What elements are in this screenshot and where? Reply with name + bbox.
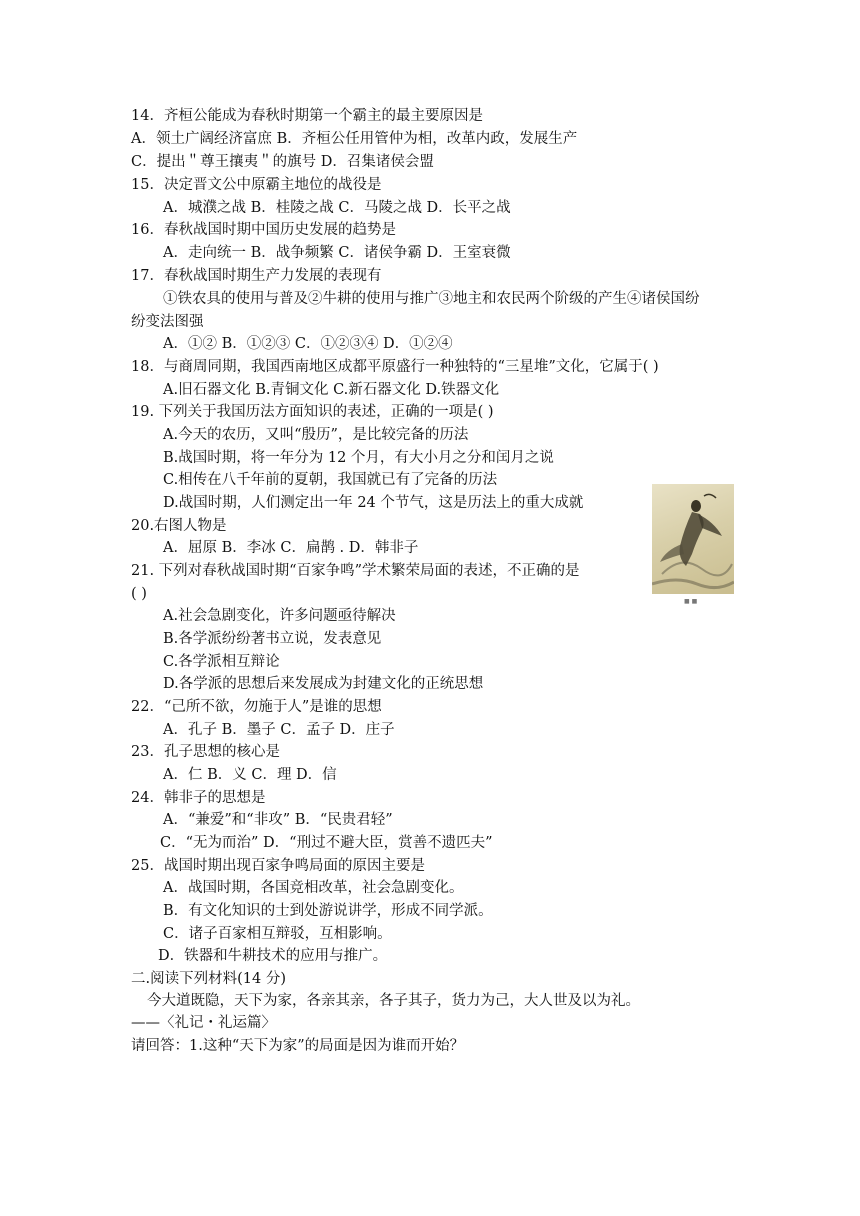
question-14-stem: 14．齐桓公能成为春秋时期第一个霸主的最主要原因是 <box>131 108 483 124</box>
question-24-options-2: C．“无为而治” D．“刑过不避大臣，赏善不遗匹夫” <box>160 835 493 851</box>
question-25-stem: 25．战国时期出现百家争鸣局面的原因主要是 <box>131 858 425 874</box>
question-19-option-b: B.战国时期，将一年分为 12 个月，有大小月之分和闰月之说 <box>163 450 554 466</box>
question-20-options: A．屈原 B．李冰 C．扁鹊 . D．韩非子 <box>163 540 419 556</box>
question-25-option-c: C．诸子百家相互辩驳，互相影响。 <box>163 926 392 942</box>
question-21-option-d: D.各学派的思想后来发展成为封建文化的正统思想 <box>163 676 484 692</box>
question-22-options: A．孔子 B．墨子 C．孟子 D．庄子 <box>163 722 395 738</box>
question-14-options-1: A．领土广阔经济富庶 B．齐桓公任用管仲为相，改革内政，发展生产 <box>131 131 578 147</box>
question-25-option-b: B．有文化知识的士到处游说讲学，形成不同学派。 <box>163 903 493 919</box>
section-2-question: 请回答：1.这种“天下为家”的局面是因为谁而开始？ <box>131 1038 465 1054</box>
question-21-option-a: A.社会急剧变化，许多问题亟待解决 <box>163 608 396 624</box>
question-16-options: A．走向统一 B．战争频繁 C．诸侯争霸 D．王室衰微 <box>163 245 511 261</box>
question-21-blank: ( ) <box>131 586 147 602</box>
question-20-stem: 20.右图人物是 <box>131 518 227 534</box>
section-2-passage: 今大道既隐，天下为家，各亲其亲，各子其子，货力为己，大人世及以为礼。 <box>147 993 640 1009</box>
question-16-stem: 16．春秋战国时期中国历史发展的趋势是 <box>131 222 396 238</box>
question-23-stem: 23．孔子思想的核心是 <box>131 744 280 760</box>
question-21-option-b: B.各学派纷纷著书立说，发表意见 <box>163 631 382 647</box>
question-19-option-a: A.今天的农历，又叫“殷历”，是比较完备的历法 <box>163 427 469 443</box>
question-22-stem: 22．“己所不欲，勿施于人”是谁的思想 <box>131 699 382 715</box>
question-25-option-a: A．战国时期，各国竞相改革，社会急剧变化。 <box>163 880 464 896</box>
question-25-option-d: D．铁器和牛耕技术的应用与推广。 <box>158 948 388 964</box>
question-18-stem: 18．与商周同期，我国西南地区成都平原盛行一种独特的“三星堆”文化，它属于( ) <box>131 359 659 375</box>
question-17-options: A．①② B．①②③ C．①②③④ D．①②④ <box>163 336 453 352</box>
question-19-option-d: D.战国时期，人们测定出一年 24 个节气，这是历法上的重大成就 <box>163 495 584 511</box>
ink-painting-figure-icon <box>652 484 734 594</box>
question-17-text-2: 纷变法图强 <box>131 314 204 330</box>
question-21-stem: 21. 下列对春秋战国时期“百家争鸣”学术繁荣局面的表述，不正确的是 <box>131 563 580 579</box>
figure-caption: ■ ■ <box>684 598 698 605</box>
question-23-options: A．仁 B．义 C．理 D．信 <box>163 767 337 783</box>
question-21-option-c: C.各学派相互辩论 <box>163 654 280 670</box>
question-14-options-2: C．提出＂尊王攘夷＂的旗号 D．召集诸侯会盟 <box>131 154 434 170</box>
section-2-heading: 二.阅读下列材料(14 分) <box>131 971 286 987</box>
question-17-text-1: ①铁农具的使用与普及②牛耕的使用与推广③地主和农民两个阶级的产生④诸侯国纷 <box>163 291 700 307</box>
question-15-options: A．城濮之战 B．桂陵之战 C．马陵之战 D．长平之战 <box>163 200 511 216</box>
question-19-option-c: C.相传在八千年前的夏朝，我国就已有了完备的历法 <box>163 472 498 488</box>
question-15-stem: 15．决定晋文公中原霸主地位的战役是 <box>131 177 382 193</box>
question-24-options-1: A．“兼爱”和“非攻” B．“民贵君轻” <box>163 812 393 828</box>
question-18-options: A.旧石器文化 B.青铜文化 C.新石器文化 D.铁器文化 <box>163 382 500 398</box>
question-24-stem: 24．韩非子的思想是 <box>131 790 266 806</box>
question-19-stem: 19. 下列关于我国历法方面知识的表述，正确的一项是( ) <box>131 404 494 420</box>
question-17-stem: 17．春秋战国时期生产力发展的表现有 <box>131 268 382 284</box>
section-2-source: ——〈礼记・礼运篇〉 <box>131 1015 276 1031</box>
